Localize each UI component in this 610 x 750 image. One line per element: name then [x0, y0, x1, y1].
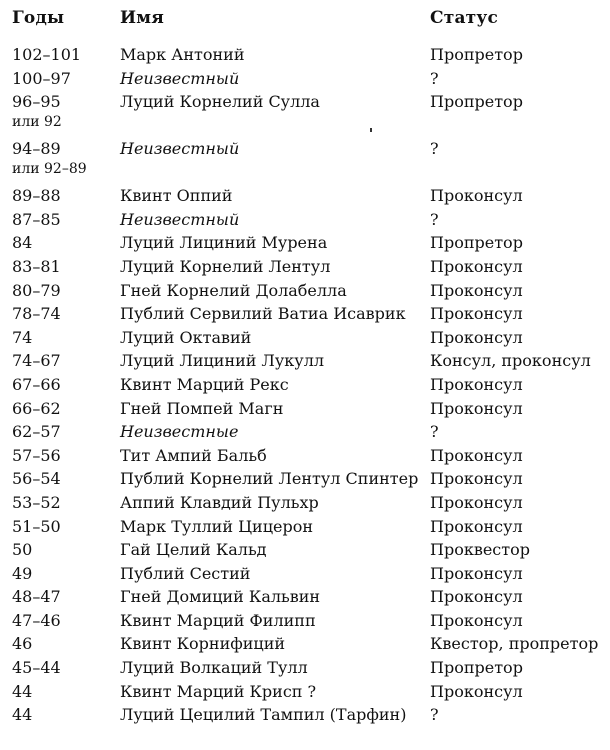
status-cell: Пропретор [430, 92, 523, 112]
status-cell: Проконсул [430, 327, 523, 347]
years-cell [12, 493, 61, 513]
name-cell: Луций Корнелий Лентул [120, 256, 331, 276]
years-value: 100–97 [12, 68, 71, 88]
status-cell: Проконсул [430, 681, 523, 701]
years-value: 45–44 [12, 658, 61, 678]
years-cell [12, 517, 61, 537]
name-cell: Квинт Оппий [120, 186, 233, 206]
table-row [0, 611, 610, 635]
table-row [0, 186, 610, 210]
table-row [0, 45, 610, 69]
status-cell: Пропретор [430, 658, 523, 678]
table-row [0, 351, 610, 375]
table-row [0, 540, 610, 564]
name-cell: Неизвестный [120, 68, 240, 88]
name-cell: Публий Корнелий Лентул Спинтер [120, 469, 419, 489]
table-row [0, 210, 610, 234]
name-cell: Неизвестный [120, 209, 240, 229]
status-cell: Проквестор [430, 540, 530, 560]
name-cell: Квинт Марций Рекс [120, 374, 289, 394]
table-row [0, 257, 610, 281]
status-cell: Проконсул [430, 304, 523, 324]
name-cell: Луций Цецилий Тампил (Тарфин) [120, 705, 407, 725]
name-cell: Луций Лициний Мурена [120, 233, 328, 253]
years-cell [12, 399, 61, 419]
years-cell [12, 92, 62, 132]
table-row [0, 493, 610, 517]
table-row [0, 281, 610, 305]
table-row [0, 587, 610, 611]
status-cell: Проконсул [430, 610, 523, 630]
table-row [0, 304, 610, 328]
name-cell: Луций Лициний Лукулл [120, 351, 325, 371]
years-cell [12, 304, 61, 324]
column-header-status: Статус [430, 8, 499, 28]
name-cell: Луций Волкаций Тулл [120, 658, 308, 678]
name-cell: Неизвестный [120, 139, 240, 159]
years-cell [12, 587, 61, 607]
name-cell: Гней Помпей Магн [120, 398, 284, 418]
governors-table [0, 45, 610, 729]
years-value: 57–56 [12, 445, 61, 465]
table-row [0, 705, 610, 729]
table-row [0, 658, 610, 682]
years-value: 66–62 [12, 398, 61, 418]
status-cell: Проконсул [430, 374, 523, 394]
years-cell [12, 210, 61, 230]
years-value: 74 [12, 327, 33, 347]
name-cell: Публий Сервилий Ватиа Исаврик [120, 304, 406, 324]
table-row [0, 564, 610, 588]
name-cell: Квинт Марций Крисп ? [120, 681, 317, 701]
table-row [0, 139, 610, 186]
years-value: 78–74 [12, 304, 61, 324]
table-row [0, 634, 610, 658]
status-cell: Проконсул [430, 469, 523, 489]
table-row [0, 422, 610, 446]
years-cell [12, 328, 32, 348]
years-cell [12, 540, 32, 560]
years-cell [12, 186, 61, 206]
name-cell: Квинт Корнифиций [120, 634, 286, 654]
years-cell [12, 257, 61, 277]
years-value: 44 [12, 681, 33, 701]
status-cell: Пропретор [430, 45, 523, 64]
years-cell [12, 69, 71, 89]
status-cell: ? [430, 139, 439, 159]
name-cell: Гней Корнелий Долабелла [120, 280, 347, 300]
years-cell [12, 564, 32, 584]
years-cell [12, 375, 61, 395]
years-value: 44 [12, 705, 33, 725]
name-cell: Тит Ампий Бальб [120, 445, 267, 465]
years-value: 87–85 [12, 209, 61, 229]
years-cell [12, 446, 61, 466]
years-value: 53–52 [12, 492, 61, 512]
years-value: 74–67 [12, 351, 61, 371]
years-cell [12, 45, 81, 65]
years-value: 48–47 [12, 587, 61, 607]
status-cell: Проконсул [430, 563, 523, 583]
table-row [0, 469, 610, 493]
years-value: 83–81 [12, 256, 61, 276]
name-cell: Квинт Марций Филипп [120, 610, 316, 630]
years-value: 96–95 [12, 92, 61, 112]
column-header-years: Годы [12, 8, 65, 28]
years-cell [12, 658, 61, 678]
status-cell: Проконсул [430, 256, 523, 276]
years-value: 51–50 [12, 516, 61, 536]
years-value: 62–57 [12, 422, 61, 442]
years-alt-value: или 92 [12, 114, 62, 131]
table-row [0, 399, 610, 423]
years-cell [12, 351, 61, 371]
status-cell: Проконсул [430, 492, 523, 512]
years-cell [12, 611, 61, 631]
years-alt-value: или 92–89 [12, 161, 87, 178]
name-cell: Аппий Клавдий Пульхр [120, 492, 319, 512]
table-row [0, 328, 610, 352]
name-cell: Гай Целий Кальд [120, 540, 267, 560]
name-cell: Публий Сестий [120, 563, 251, 583]
years-cell [12, 682, 32, 702]
status-cell: Проконсул [430, 186, 523, 206]
status-cell: Проконсул [430, 280, 523, 300]
years-value: 50 [12, 540, 33, 560]
table-row [0, 375, 610, 399]
status-cell: Пропретор [430, 233, 523, 253]
years-value: 89–88 [12, 186, 61, 206]
years-cell [12, 634, 32, 654]
years-cell [12, 233, 32, 253]
name-cell: Марк Антоний [120, 45, 245, 64]
status-cell: Квестор, пропретор [430, 634, 599, 654]
years-value: 49 [12, 563, 33, 583]
years-value: 46 [12, 634, 33, 654]
table-row [0, 69, 610, 93]
table-row [0, 517, 610, 541]
name-cell: Неизвестные [120, 422, 239, 442]
table-row [0, 92, 610, 139]
name-cell: Гней Домиций Кальвин [120, 587, 321, 607]
status-cell: ? [430, 68, 439, 88]
years-cell [12, 422, 61, 442]
status-cell: Проконсул [430, 516, 523, 536]
years-cell [12, 469, 61, 489]
status-cell: Проконсул [430, 398, 523, 418]
years-cell [12, 281, 61, 301]
status-cell: ? [430, 422, 439, 442]
years-cell [12, 139, 87, 179]
table-row [0, 233, 610, 257]
table-row [0, 682, 610, 706]
status-cell: Проконсул [430, 587, 523, 607]
column-header-name: Имя [120, 8, 164, 28]
years-value: 56–54 [12, 469, 61, 489]
name-cell: Луций Корнелий Сулла [120, 92, 320, 112]
years-value: 67–66 [12, 374, 61, 394]
years-value: 47–46 [12, 610, 61, 630]
years-value: 102–101 [12, 45, 82, 64]
years-value: 80–79 [12, 280, 61, 300]
status-cell: ? [430, 705, 439, 725]
status-cell: ? [430, 209, 439, 229]
name-cell: Луций Октавий [120, 327, 252, 347]
years-value: 94–89 [12, 139, 61, 159]
status-cell: Проконсул [430, 445, 523, 465]
status-cell: Консул, проконсул [430, 351, 591, 371]
years-cell [12, 705, 32, 725]
name-cell: Марк Туллий Цицерон [120, 516, 313, 536]
years-value: 84 [12, 233, 33, 253]
table-row [0, 446, 610, 470]
